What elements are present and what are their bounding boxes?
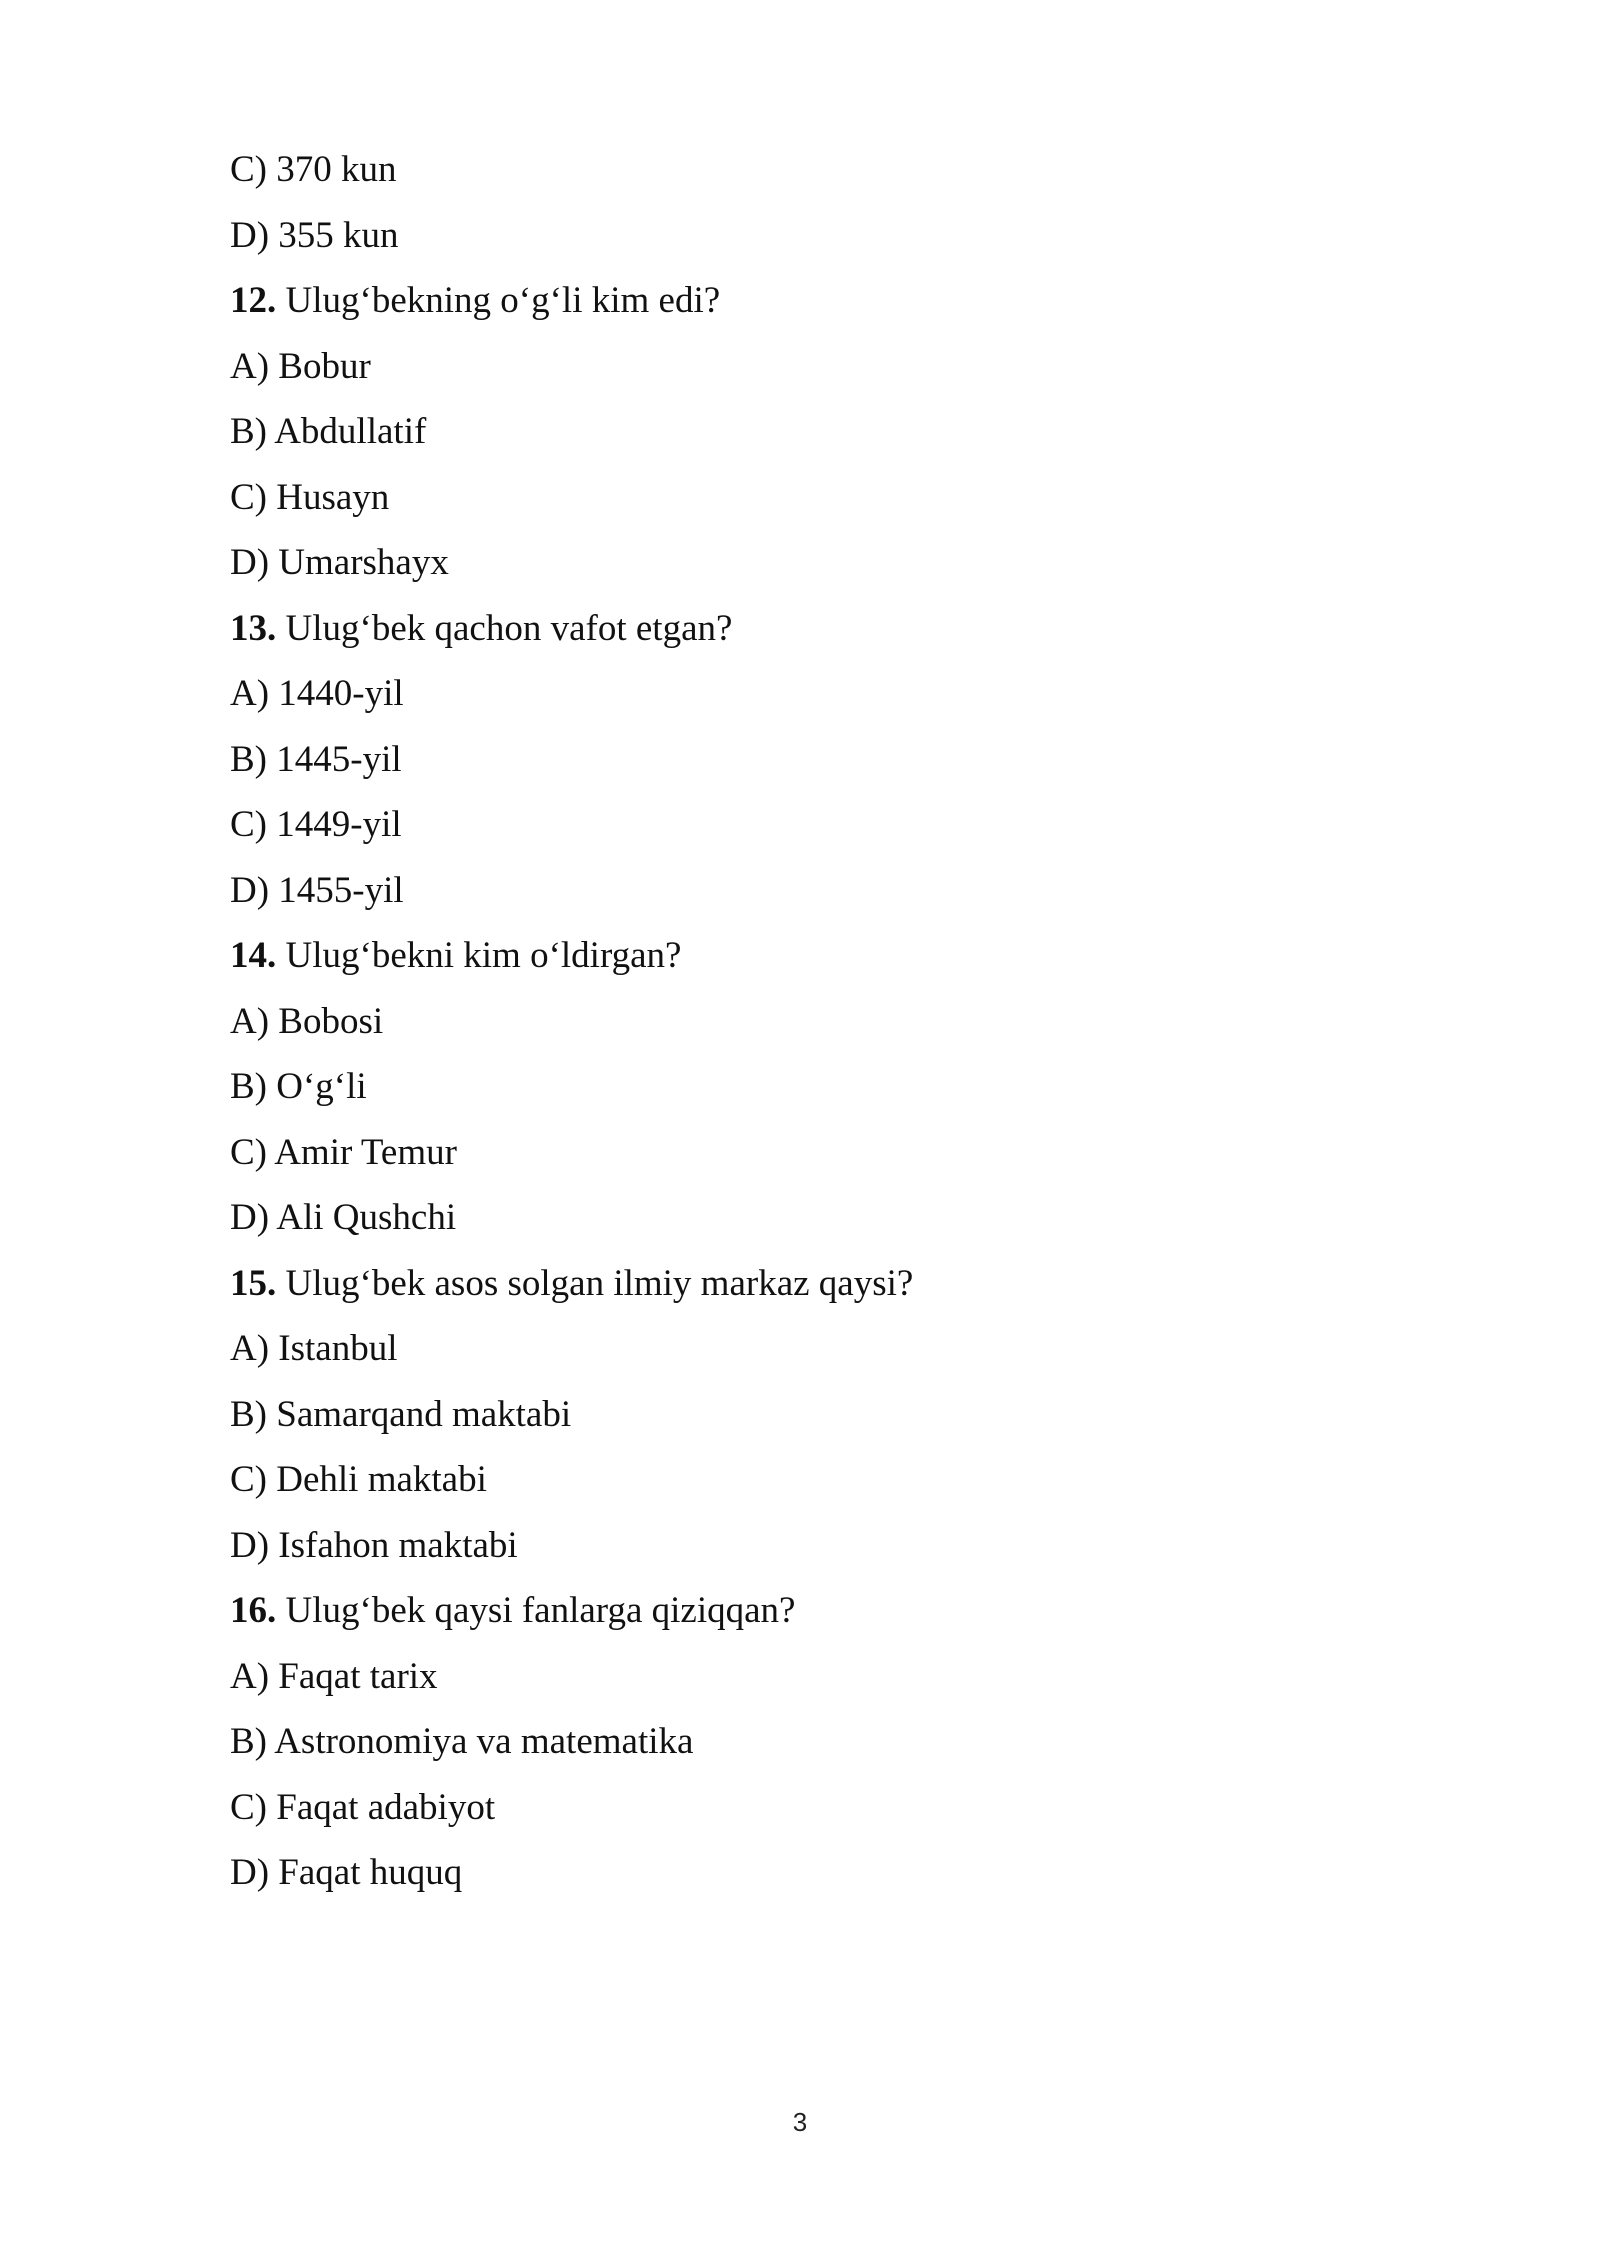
answer-option: A) Bobosi bbox=[230, 1000, 384, 1042]
answer-option: C) Husayn bbox=[230, 476, 390, 518]
question-13 bbox=[230, 607, 1370, 651]
answer-option: A) Istanbul bbox=[230, 1328, 398, 1369]
answer-option: D) 1455-yil bbox=[230, 869, 404, 911]
question-14 bbox=[230, 934, 1370, 978]
question-number: 16. bbox=[230, 1590, 277, 1631]
answer-option: D) Ali Qushchi bbox=[230, 1197, 457, 1238]
answer-option: B) Abdullatif bbox=[230, 411, 427, 452]
question-number: 15. bbox=[230, 1262, 277, 1304]
quiz-content bbox=[230, 148, 1370, 1917]
answer-option: C) 1449-yil bbox=[230, 804, 402, 845]
question-number: 12. bbox=[230, 280, 277, 321]
answer-option: D) Faqat huquq bbox=[230, 1852, 463, 1893]
question-16 bbox=[230, 1589, 1370, 1633]
answer-option: C) Dehli maktabi bbox=[230, 1459, 487, 1500]
question-number: 13. bbox=[230, 607, 277, 649]
question-text: Ulug‘bek asos solgan ilmiy markaz qaysi? bbox=[285, 1262, 914, 1304]
question-number: 14. bbox=[230, 935, 277, 976]
answer-option: B) Samarqand maktabi bbox=[230, 1393, 572, 1435]
answer-option: D) Umarshayx bbox=[230, 542, 449, 583]
answer-option: A) 1440-yil bbox=[230, 673, 404, 714]
question-text: Ulug‘bek qaysi fanlarga qiziqqan? bbox=[285, 1590, 796, 1631]
answer-option: D) Isfahon maktabi bbox=[230, 1524, 518, 1566]
answer-option: D) 355 kun bbox=[230, 214, 399, 256]
answer-option: B) O‘g‘li bbox=[230, 1066, 367, 1107]
page-number: 3 bbox=[792, 2107, 808, 2137]
answer-option: C) 370 kun bbox=[230, 149, 397, 190]
answer-option: B) Astronomiya va matematika bbox=[230, 1721, 694, 1762]
answer-option: B) 1445-yil bbox=[230, 738, 402, 780]
answer-option: C) Faqat adabiyot bbox=[230, 1786, 496, 1828]
answer-option: A) Bobur bbox=[230, 345, 371, 387]
question-15 bbox=[230, 1262, 1370, 1306]
answer-option: A) Faqat tarix bbox=[230, 1655, 438, 1697]
question-text: Ulug‘bekni kim o‘ldirgan? bbox=[285, 935, 682, 976]
answer-option: C) Amir Temur bbox=[230, 1131, 457, 1173]
question-12 bbox=[230, 279, 1370, 323]
question-text: Ulug‘bekning o‘g‘li kim edi? bbox=[285, 280, 721, 321]
question-text: Ulug‘bek qachon vafot etgan? bbox=[285, 607, 733, 649]
